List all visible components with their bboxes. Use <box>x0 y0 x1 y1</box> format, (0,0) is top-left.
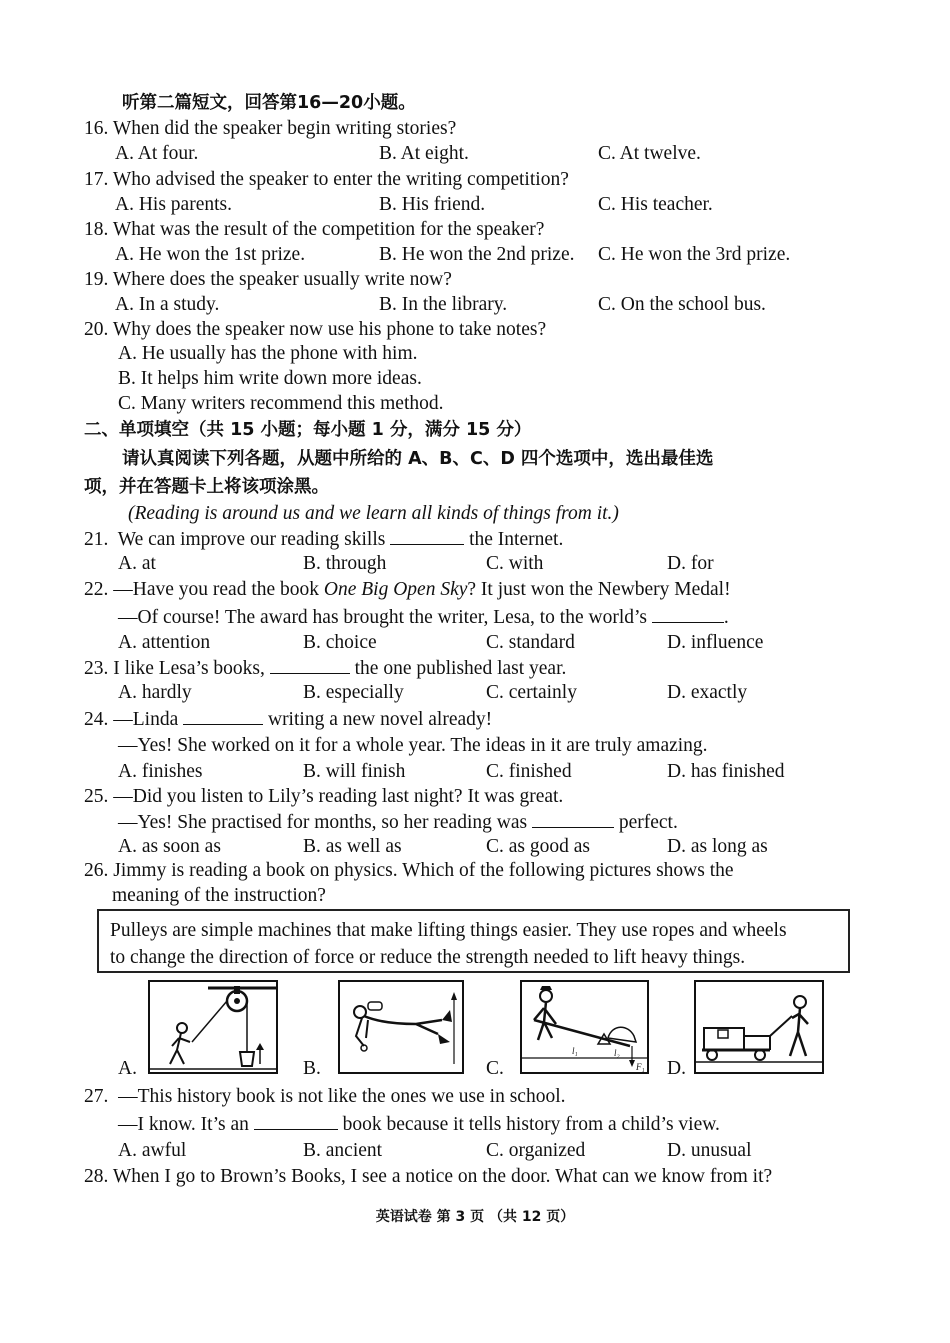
section-two-heading: 二、单项填空（共 15 小题；每小题 1 分，满分 15 分） <box>84 420 532 440</box>
q18-option-a[interactable]: A. He won the 1st prize. <box>115 244 306 265</box>
question-23-stem: 23. I like Lesa’s books, the one published last year. <box>84 658 567 679</box>
answer-blank <box>390 527 464 545</box>
answer-blank <box>183 707 263 725</box>
force-label-f1: F₁ <box>636 1062 645 1072</box>
answer-blank <box>532 810 614 828</box>
picture-b-label: B. <box>303 1058 321 1079</box>
question-26-line-1: 26. Jimmy is reading a book on physics. Which of the following pictures shows the <box>84 860 734 881</box>
q23-option-b[interactable]: B. especially <box>303 682 404 703</box>
picture-c-lever[interactable] <box>520 980 649 1074</box>
q25-option-a[interactable]: A. as soon as <box>118 836 221 857</box>
q16-option-a[interactable]: A. At four. <box>115 143 199 164</box>
question-24-line-2: —Yes! She worked on it for a whole year. The ideas in it are truly amazing. <box>118 735 708 756</box>
q22-option-d[interactable]: D. influence <box>667 632 764 653</box>
question-25-line-2: —Yes! She practised for months, so her reading was perfect. <box>118 812 678 833</box>
q27-option-b[interactable]: B. ancient <box>303 1140 383 1161</box>
q27-option-c[interactable]: C. organized <box>486 1140 586 1161</box>
q16-option-c[interactable]: C. At twelve. <box>598 143 701 164</box>
question-26-line-2: meaning of the instruction? <box>112 885 326 906</box>
q22-option-c[interactable]: C. standard <box>486 632 575 653</box>
q27-option-d[interactable]: D. unusual <box>667 1140 752 1161</box>
q17-option-c[interactable]: C. His teacher. <box>598 194 713 215</box>
answer-blank <box>652 605 724 623</box>
arm-label-l2: l₂ <box>614 1048 620 1058</box>
q21-option-d[interactable]: D. for <box>667 553 714 574</box>
picture-c-label: C. <box>486 1058 504 1079</box>
q23-option-c[interactable]: C. certainly <box>486 682 577 703</box>
question-16-stem: 16. When did the speaker begin writing stories? <box>84 118 457 139</box>
answer-blank <box>254 1112 338 1130</box>
q19-option-c[interactable]: C. On the school bus. <box>598 294 766 315</box>
q17-option-a[interactable]: A. His parents. <box>115 194 232 215</box>
q18-option-b[interactable]: B. He won the 2nd prize. <box>379 244 575 265</box>
q22-option-b[interactable]: B. choice <box>303 632 377 653</box>
q18-option-c[interactable]: C. He won the 3rd prize. <box>598 244 791 265</box>
question-28-stem: 28. When I go to Brown’s Books, I see a notice on the door. What can we know from it? <box>84 1166 773 1187</box>
question-20-stem: 20. Why does the speaker now use his phone to take notes? <box>84 319 547 340</box>
q27-option-a[interactable]: A. awful <box>118 1140 187 1161</box>
question-18-stem: 18. What was the result of the competition for the speaker? <box>84 219 545 240</box>
q21-option-a[interactable]: A. at <box>118 553 156 574</box>
q25-option-b[interactable]: B. as well as <box>303 836 402 857</box>
q25-option-d[interactable]: D. as long as <box>667 836 768 857</box>
question-19-stem: 19. Where does the speaker usually write now? <box>84 269 452 290</box>
q25-option-c[interactable]: C. as good as <box>486 836 590 857</box>
question-27-line-1: 27. —This history book is not like the ones we use in school. <box>84 1086 566 1107</box>
listening-heading: 听第二篇短文，回答第16—20小题。 <box>122 93 416 113</box>
q19-option-a[interactable]: A. In a study. <box>115 294 220 315</box>
q19-option-b[interactable]: B. In the library. <box>379 294 508 315</box>
q21-option-c[interactable]: C. with <box>486 553 544 574</box>
question-25-line-1: 25. —Did you listen to Lily’s reading last night? It was great. <box>84 786 564 807</box>
q20-option-b[interactable]: B. It helps him write down more ideas. <box>118 368 422 389</box>
section-two-instruction-2: 项，并在答题卡上将该项涂黑。 <box>84 477 329 497</box>
question-17-stem: 17. Who advised the speaker to enter the writing competition? <box>84 169 569 190</box>
picture-a-label: A. <box>118 1058 137 1079</box>
picture-d-cart[interactable] <box>694 980 824 1074</box>
section-two-theme: (Reading is around us and we learn all kinds of things from it.) <box>128 503 619 524</box>
instruction-box-line-1: Pulleys are simple machines that make lifting things easier. They use ropes and wheels <box>110 920 787 941</box>
instruction-box-line-2: to change the direction of force or reduce the strength needed to lift heavy things. <box>110 947 746 968</box>
q17-option-b[interactable]: B. His friend. <box>379 194 486 215</box>
q16-option-b[interactable]: B. At eight. <box>379 143 469 164</box>
picture-d-label: D. <box>667 1058 686 1079</box>
picture-a-pulley[interactable] <box>148 980 278 1074</box>
q22-option-a[interactable]: A. attention <box>118 632 211 653</box>
q23-option-d[interactable]: D. exactly <box>667 682 748 703</box>
question-24-line-1: 24. —Linda writing a new novel already! <box>84 709 493 730</box>
q24-option-a[interactable]: A. finishes <box>118 761 203 782</box>
page-footer: 英语试卷 第 3 页 （共 12 页） <box>375 1209 575 1225</box>
q20-option-a[interactable]: A. He usually has the phone with him. <box>118 343 418 364</box>
question-22-line-1: 22. —Have you read the book One Big Open Sky? It just won the Newbery Medal! <box>84 579 731 600</box>
q20-option-c[interactable]: C. Many writers recommend this method. <box>118 393 444 414</box>
picture-b-diver[interactable] <box>338 980 464 1074</box>
q24-option-d[interactable]: D. has finished <box>667 761 785 782</box>
question-22-line-2: —Of course! The award has brought the writer, Lesa, to the world’s . <box>118 607 729 628</box>
question-21-stem: 21. We can improve our reading skills the Internet. <box>84 529 564 550</box>
q21-option-b[interactable]: B. through <box>303 553 387 574</box>
section-two-instruction-1: 请认真阅读下列各题，从题中所给的 A、B、C、D 四个选项中，选出最佳选 <box>122 449 714 469</box>
q24-option-c[interactable]: C. finished <box>486 761 572 782</box>
answer-blank <box>270 656 350 674</box>
q23-option-a[interactable]: A. hardly <box>118 682 192 703</box>
arm-label-l1: l₁ <box>572 1046 578 1056</box>
question-27-line-2: —I know. It’s an book because it tells history from a child’s view. <box>118 1114 720 1135</box>
q24-option-b[interactable]: B. will finish <box>303 761 406 782</box>
